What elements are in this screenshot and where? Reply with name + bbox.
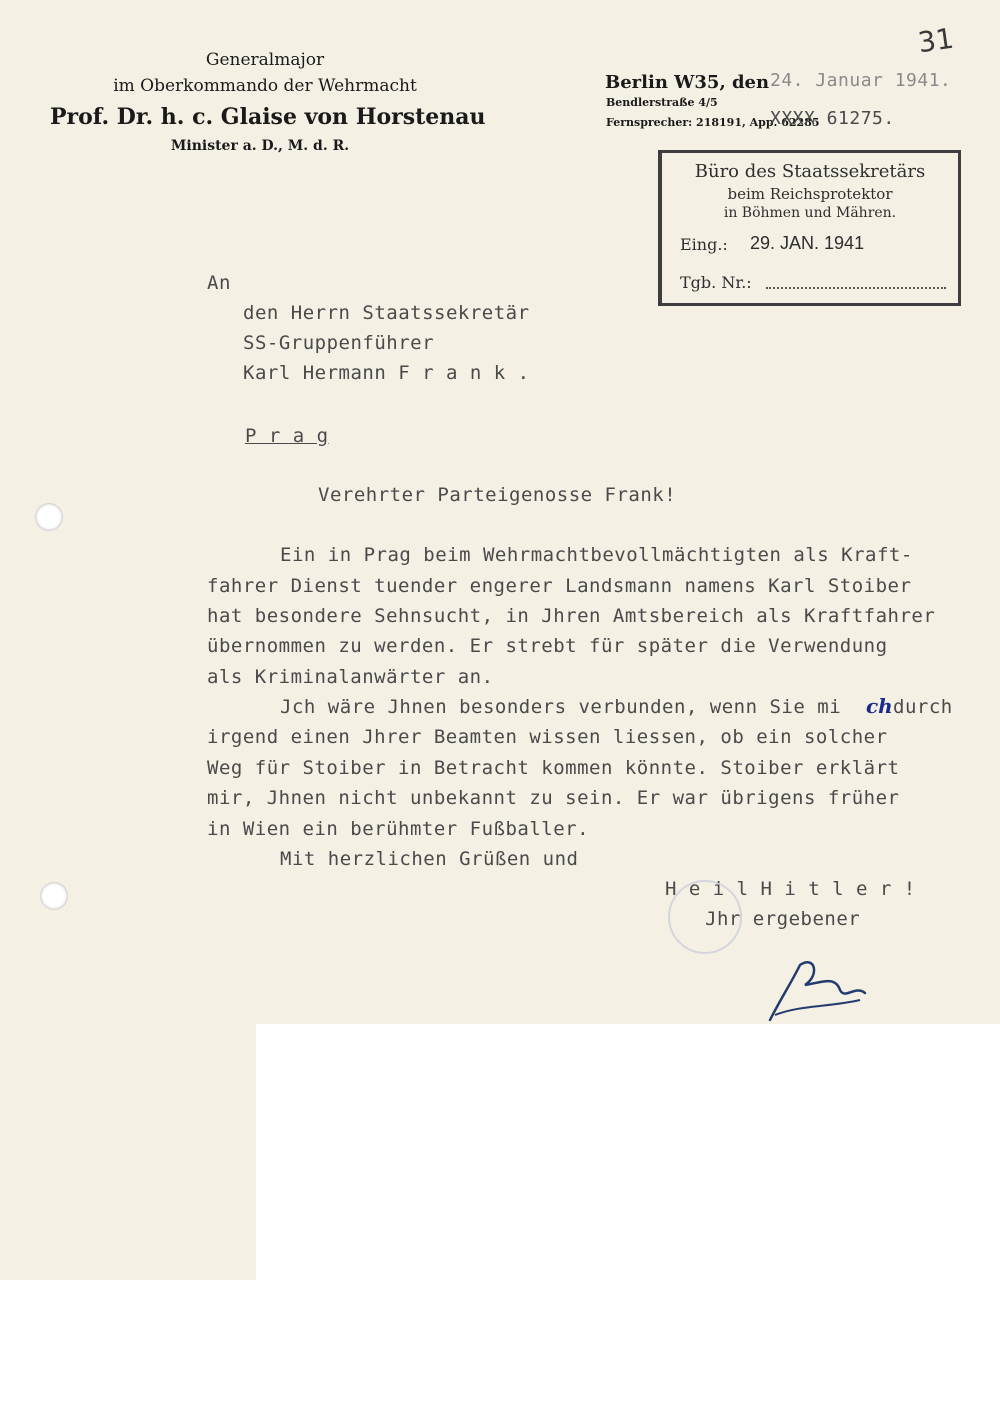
signature bbox=[760, 945, 870, 1025]
stamp-eing-date: 29. JAN. 1941 bbox=[750, 233, 865, 253]
address-line-3: Karl Hermann F r a n k . bbox=[243, 362, 530, 384]
address-to: An bbox=[207, 272, 231, 294]
reference-number: XXXX 61275. bbox=[770, 108, 895, 129]
closing-heil: H e i l H i t l e r ! bbox=[665, 878, 916, 900]
body-line: hat besondere Sehnsucht, in Jhren Amtsbereich als Kraftfahrer bbox=[207, 605, 936, 627]
address-city: P r a g bbox=[245, 425, 329, 447]
letterhead-titles: Minister a. D., M. d. R. bbox=[170, 138, 350, 154]
street-address: Bendlerstraße 4/5 bbox=[606, 96, 718, 109]
stamp-tgb-label: Tgb. Nr.: bbox=[680, 273, 752, 292]
punch-hole-bottom bbox=[40, 882, 68, 910]
letter-date: 24. Januar 1941. bbox=[770, 70, 952, 91]
stamp-line-1: Büro des Staatssekretärs bbox=[694, 161, 926, 182]
stamp-eing-label: Eing.: bbox=[680, 235, 728, 254]
receipt-stamp bbox=[658, 150, 961, 306]
body-line: fahrer Dienst tuender engerer Landsmann namens Karl Stoiber bbox=[207, 575, 912, 597]
place-label: Berlin W35, den bbox=[605, 72, 770, 93]
stamp-tgb-dotted-line bbox=[766, 287, 946, 289]
stamp-line-2: beim Reichsprotektor bbox=[727, 185, 893, 203]
body-line: Mit herzlichen Grüßen und bbox=[280, 848, 579, 870]
body-line: Jch wäre Jhnen besonders verbunden, wenn Sie mi bbox=[280, 696, 842, 718]
handwritten-correction: ch bbox=[866, 694, 893, 718]
body-line: Weg für Stoiber in Betracht kommen könnte. Stoiber erklärt bbox=[207, 757, 900, 779]
letterhead-name: Prof. Dr. h. c. Glaise von Horstenau bbox=[50, 104, 486, 130]
salutation: Verehrter Parteigenosse Frank! bbox=[318, 484, 677, 506]
stamp-line-3: in Böhmen und Mähren. bbox=[723, 205, 897, 221]
body-line: Ein in Prag beim Wehrmachtbevollmächtigten als Kraft- bbox=[280, 544, 913, 566]
letterhead-unit: im Oberkommando der Wehrmacht bbox=[113, 76, 417, 96]
page-number: 31 bbox=[915, 21, 956, 60]
body-line: übernommen zu werden. Er strebt für später die Verwendung bbox=[207, 635, 888, 657]
body-line: durch bbox=[893, 696, 953, 718]
body-line: mir, Jhnen nicht unbekannt zu sein. Er war übrigens früher bbox=[207, 787, 900, 809]
body-line: irgend einen Jhrer Beamten wissen liessen, ob ein solcher bbox=[207, 726, 888, 748]
body-line: in Wien ein berühmter Fußballer. bbox=[207, 818, 590, 840]
body-line: als Kriminalanwärter an. bbox=[207, 666, 494, 688]
phone-number: Fernsprecher: 218191, App. 62285 bbox=[606, 116, 820, 129]
punch-hole-top bbox=[35, 503, 63, 531]
blank-area bbox=[256, 1024, 1000, 1421]
address-line-2: SS-Gruppenführer bbox=[243, 332, 435, 354]
closing-yours: Jhr ergebener bbox=[705, 908, 861, 930]
letterhead-rank: Generalmajor bbox=[205, 50, 325, 70]
address-line-1: den Herrn Staatssekretär bbox=[243, 302, 530, 324]
